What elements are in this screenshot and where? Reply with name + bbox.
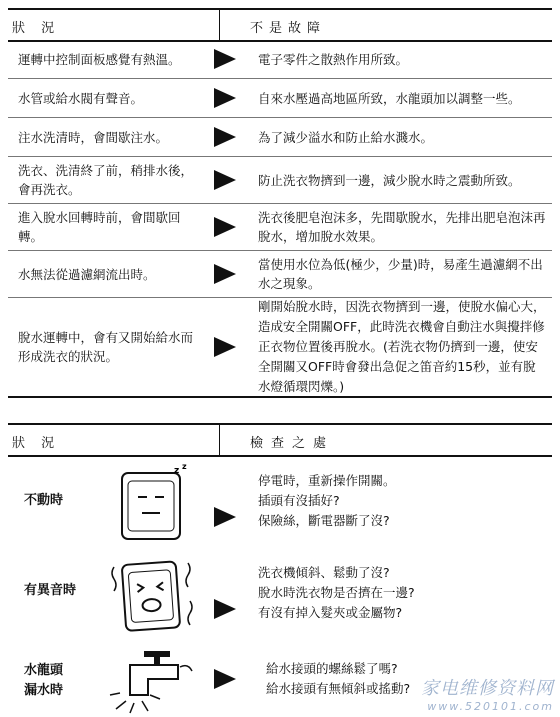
header-status: 狀 況 — [12, 436, 61, 451]
row-label: 水龍頭漏水時 — [24, 663, 64, 698]
header-check: 檢查之處 — [250, 436, 335, 451]
row-situation: 脫水運轉中，會有又開始給水而形成洗衣的狀況。 — [18, 330, 194, 364]
header-not-fault: 不是故障 — [250, 21, 327, 36]
row-explanation: 防止洗衣物擠到一邊，減少脫水時之震動所致。 — [258, 172, 521, 188]
arrow-icon — [214, 49, 236, 69]
check-line: 有沒有掉入髮夾或金屬物? — [258, 605, 403, 620]
table-row — [8, 157, 552, 204]
table-row — [8, 79, 552, 118]
check-line: 脫水時洗衣物是否擠在一邊? — [258, 585, 415, 600]
header-divider — [219, 425, 220, 455]
watermark-text: 家电维修资料网 — [421, 678, 554, 699]
row-explanation: 當使用水位為低(極少，少量)時，易產生過濾網不出水之現象。 — [258, 257, 543, 291]
leaking-faucet-icon — [104, 645, 204, 717]
check-lines — [258, 563, 548, 623]
table-row — [8, 251, 552, 298]
row-situation: 運轉中控制面板感覺有熱溫。 — [18, 51, 181, 67]
table-row — [8, 118, 552, 157]
not-a-fault-table — [8, 8, 552, 396]
row-explanation: 為了減少溢水和防止給水濺水。 — [258, 129, 434, 145]
header-divider — [219, 10, 220, 40]
row-explanation: 自來水壓過高地區所致，水龍頭加以調整一些。 — [258, 90, 521, 106]
row-label: 有異音時 — [24, 583, 77, 598]
arrow-icon — [214, 669, 236, 689]
row-explanation: 洗衣後肥皂泡沫多，先間歇脫水，先排出肥皂泡沫再脫水，增加脫水效果。 — [258, 210, 546, 244]
arrow-icon — [214, 217, 236, 237]
row-situation: 水管或給水閥有聲音。 — [18, 90, 144, 106]
arrow-icon — [214, 507, 236, 527]
arrow-icon — [214, 337, 236, 357]
check-points-table — [8, 423, 552, 717]
svg-text:z: z — [182, 463, 187, 471]
arrow-icon — [214, 88, 236, 108]
check-line: 插頭有沒插好? — [258, 493, 340, 508]
row-situation: 注水洗清時，會間歇注水。 — [18, 129, 169, 145]
check-line: 洗衣機傾斜、鬆動了沒? — [258, 565, 390, 580]
check-lines — [258, 471, 548, 531]
site-watermark — [421, 674, 554, 713]
check-row — [8, 553, 552, 638]
header-status: 狀 況 — [12, 21, 61, 36]
watermark-url: www.520101.com — [427, 700, 554, 713]
check-line: 停電時，重新操作開關。 — [258, 473, 396, 488]
check-line: 給水接頭的螺絲鬆了嗎? — [266, 661, 398, 676]
table-row — [8, 204, 552, 251]
svg-text:z: z — [174, 466, 180, 476]
sleeping-machine-icon — [114, 463, 194, 543]
arrow-icon — [214, 127, 236, 147]
row-situation: 洗衣、洗清終了前，稍排水後，會再洗衣。 — [18, 163, 194, 197]
row-explanation: 剛開始脫水時，因洗衣物擠到一邊，使脫水偏心大，造成安全開關OFF，此時洗衣機會自動注水與攪拌修正衣物位置後再脫水。(若洗衣物仍擠到一邊，使安全開關又OFF時會發出急促之笛音約15秒，並有脫水燈循環閃爍。) — [258, 299, 546, 394]
table-row — [8, 40, 552, 79]
table-header — [8, 423, 552, 457]
row-explanation: 電子零件之散熱作用所致。 — [258, 51, 409, 67]
arrow-icon — [214, 170, 236, 190]
row-label: 不動時 — [24, 493, 64, 508]
check-row — [8, 463, 552, 543]
table-header — [8, 8, 552, 42]
arrow-icon — [214, 599, 236, 619]
check-line: 給水接頭有無傾斜或搖動? — [266, 681, 411, 696]
table-row — [8, 298, 552, 398]
check-line: 保險絲，斷電器斷了沒? — [258, 513, 390, 528]
noisy-machine-icon — [108, 553, 198, 638]
arrow-icon — [214, 264, 236, 284]
row-situation: 進入脫水回轉時前，會間歇回轉。 — [18, 210, 181, 244]
row-situation: 水無法從過濾網流出時。 — [18, 266, 156, 282]
